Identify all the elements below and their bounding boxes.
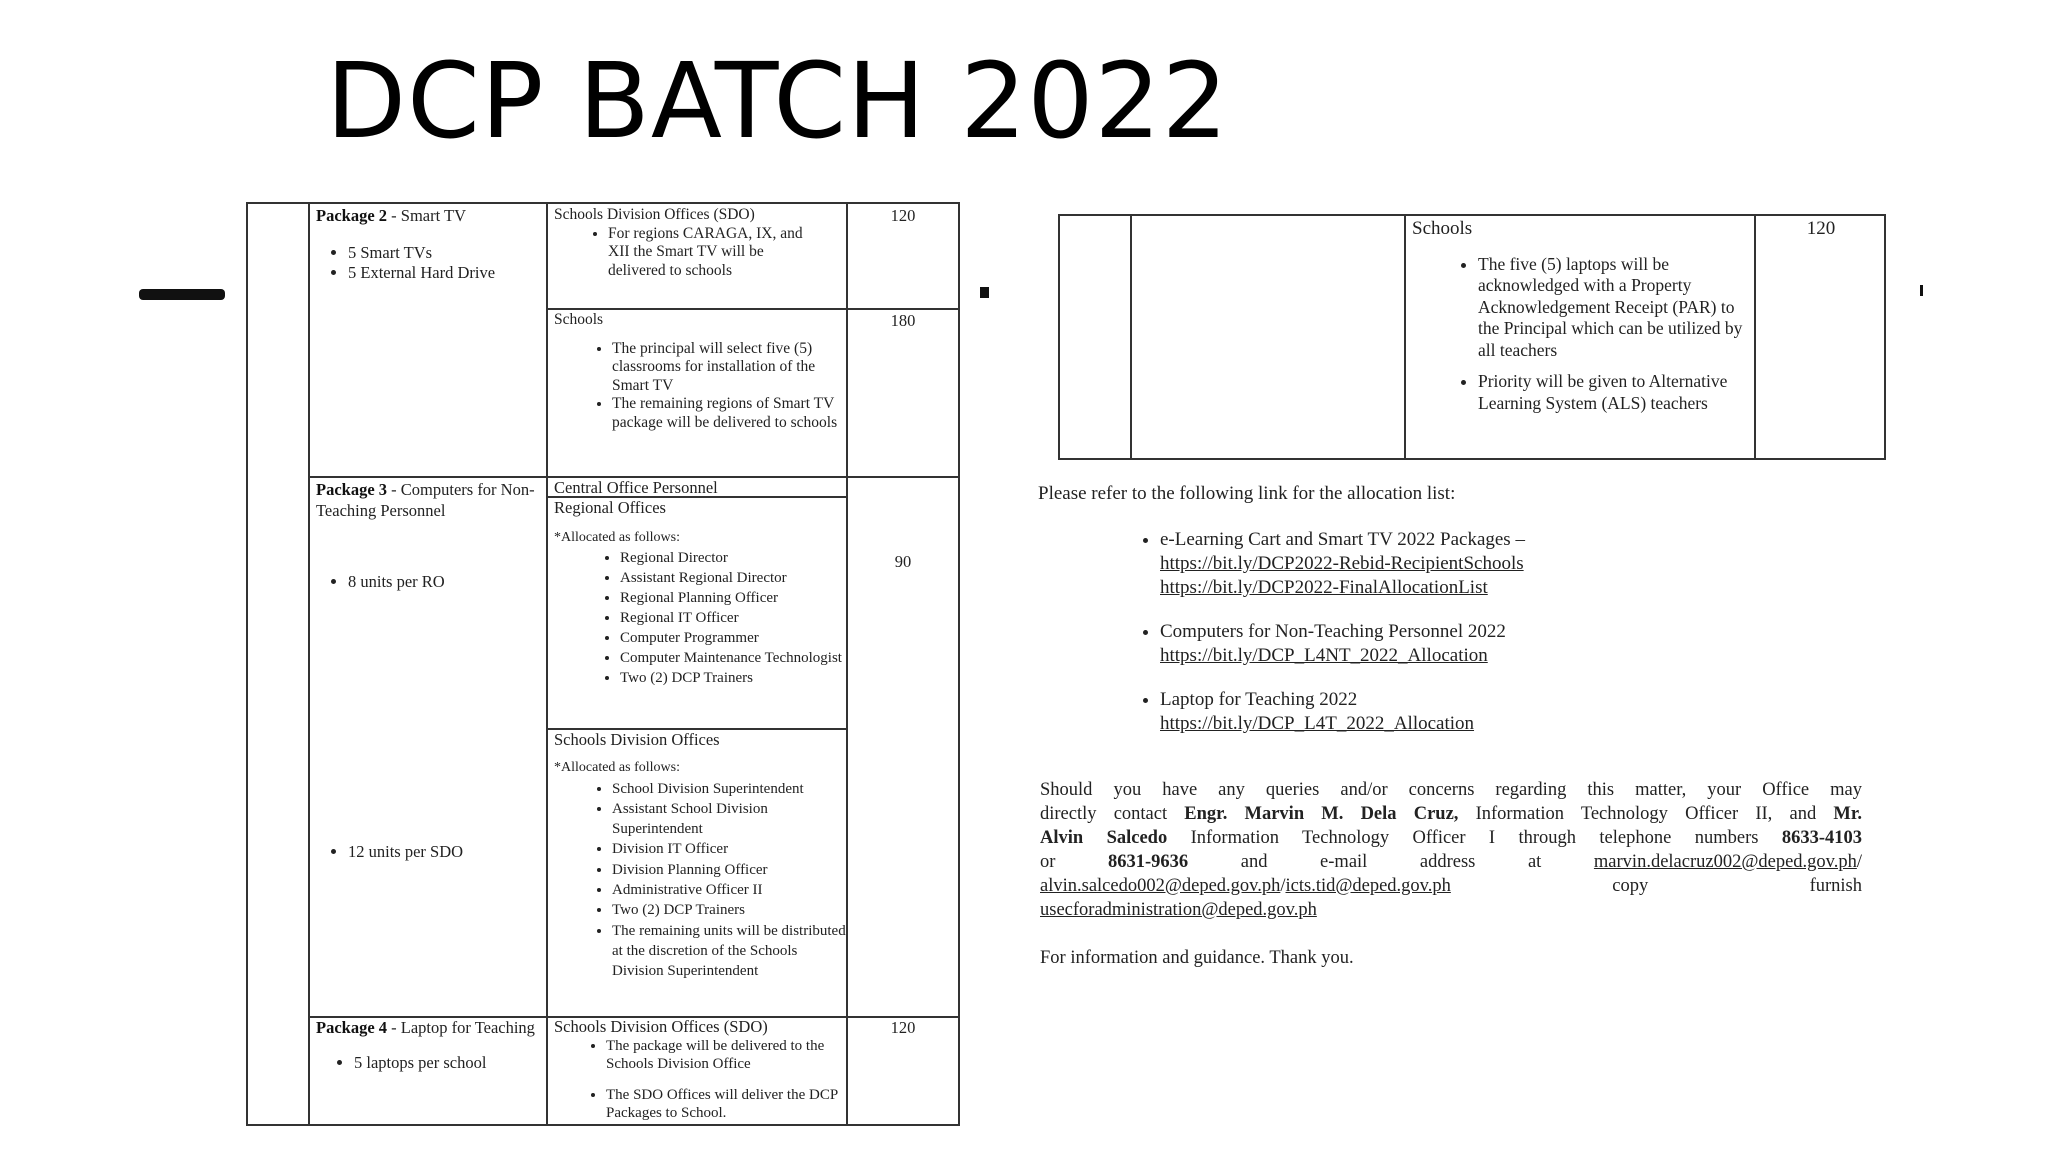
email-link[interactable]: usecforadministration@deped.gov.ph: [1040, 900, 1317, 920]
regional-offices-cell: Regional Offices *Allocated as follows: • Regional Director • Assistant Regional Director • Regional Planning Officer • Regional IT Officer • Computer Programmer • Computer Maintenance Technologist • Two (2) DCP Trainers: [554, 498, 844, 688]
package-2-schools-qty: 180: [890, 311, 916, 330]
allocation-links: [1090, 528, 1850, 736]
central-office-label: Central Office Personnel: [554, 478, 718, 497]
sdo-offices-cell: Schools Division Offices *Allocated as follows: • School Division Superintendent • Assistant School Division Superintendent • Division IT Officer • Division Planning Officer • Administrative Officer II • Two (2) DCP Trainers • The remaining units will be distributed at the discretion of the Schools Division Superintendent: [554, 730, 846, 982]
contact-paragraph: Should you have any queries and/or concerns regarding this matter, your Office may directly contact Engr. Marvin M. Dela Cruz, Information Technology Officer II, and Mr. Alvin Salcedo Information Technology Officer I through telephone numbers 8633-4103 or 8631-9636 and e-mail address at marvin.delacruz002@deped.gov.ph/ alvin.salcedo002@deped.gov.ph/icts.tid@deped.gov.ph copy furnish usecforadministration@deped.gov.ph: [1040, 780, 1862, 920]
list-item: • Division Planning Officer: [612, 860, 846, 880]
package-4-label: Package 4: [316, 1018, 388, 1037]
decorative-dash: [139, 289, 225, 300]
list-item: • Division IT Officer: [612, 839, 846, 859]
package-4-cell: Package 4 - Laptop for Teaching • 5 laptops per school: [316, 1018, 544, 1073]
list-item: • Regional Director: [620, 548, 844, 568]
list-item: • For regions CARAGA, IX, and XII the Smart TV will be delivered to schools: [608, 225, 812, 281]
list-item: • Two (2) DCP Trainers: [620, 668, 844, 688]
list-item: • 5 laptops per school: [354, 1053, 544, 1074]
package-4-sdo-cell: Schools Division Offices (SDO) • The package will be delivered to the Schools Division Office • The SDO Offices will deliver the DCP Packages to School.: [554, 1018, 846, 1123]
email-link[interactable]: marvin.delacruz002@deped.gov.ph: [1593, 852, 1857, 872]
allocation-table-right: [1058, 214, 1886, 460]
list-item: • The SDO Offices will deliver the DCP Packages to School.: [606, 1086, 846, 1123]
decorative-dot: [980, 287, 989, 298]
package-2-sdo-qty: 120: [890, 206, 916, 225]
closing-line: For information and guidance. Thank you.: [1040, 948, 1354, 968]
package-2-sdo-cell: Schools Division Offices (SDO) • For regions CARAGA, IX, and XII the Smart TV will be delivered to schools: [554, 206, 840, 280]
package-3-sdo-units: • 12 units per SDO: [316, 842, 576, 863]
list-item: • The package will be delivered to the Schools Division Office: [606, 1037, 846, 1074]
email-link[interactable]: icts.tid@deped.gov.ph: [1285, 876, 1451, 896]
allocation-table-left: [246, 202, 960, 1126]
package-4-qty: 120: [890, 1018, 916, 1037]
allocation-intro: Please refer to the following link for the allocation list:: [1038, 483, 1456, 504]
package-3-qty: 90: [894, 552, 912, 571]
link[interactable]: https://bit.ly/DCP2022-FinalAllocationList: [1160, 577, 1488, 598]
package-3-ro-units: • 8 units per RO: [316, 572, 576, 593]
list-item: • Priority will be given to Alternative Learning System (ALS) teachers: [1478, 371, 1748, 414]
list-item: • Regional Planning Officer: [620, 588, 844, 608]
link[interactable]: https://bit.ly/DCP_L4T_2022_Allocation: [1160, 713, 1475, 734]
right-table-qty: 120: [1806, 218, 1836, 239]
link[interactable]: https://bit.ly/DCP_L4NT_2022_Allocation: [1160, 645, 1488, 666]
package-2-label: Package 2: [316, 206, 388, 225]
list-item: • Laptop for Teaching 2022 https://bit.ly/DCP_L4T_2022_Allocation: [1160, 688, 1850, 736]
list-item: • Computers for Non-Teaching Personnel 2022 https://bit.ly/DCP_L4NT_2022_Allocation: [1160, 620, 1850, 668]
slide-title: DCP BATCH 2022: [326, 40, 1229, 162]
email-link[interactable]: alvin.salcedo002@deped.gov.ph: [1040, 876, 1281, 896]
package-3-cell: Package 3 - Computers for Non-Teaching Personnel: [316, 480, 535, 520]
list-item: • The principal will select five (5) classrooms for installation of the Smart TV: [612, 340, 844, 396]
list-item: • The remaining units will be distributed at the discretion of the Schools Division Superintendent: [612, 921, 846, 982]
list-item: • Administrative Officer II: [612, 880, 846, 900]
list-item: • e-Learning Cart and Smart TV 2022 Packages – https://bit.ly/DCP2022-Rebid-RecipientSchools https://bit.ly/DCP2022-FinalAllocationList: [1160, 528, 1850, 600]
decorative-tick: [1920, 285, 1923, 296]
list-item: • 5 Smart TVs: [348, 243, 544, 264]
right-table-schools-cell: Schools • The five (5) laptops will be acknowledged with a Property Acknowledgement Receipt (PAR) to the Principal which can be utilized by all teachers • Priority will be given to Alternative Learning System (ALS) teachers: [1412, 218, 1748, 414]
package-3-label: Package 3: [316, 480, 388, 499]
list-item: • The five (5) laptops will be acknowledged with a Property Acknowledgement Receipt (PAR) to the Principal which can be utilized by all teachers: [1478, 254, 1748, 362]
list-item: • The remaining regions of Smart TV package will be delivered to schools: [612, 395, 844, 432]
list-item: • Assistant School Division Superintendent: [612, 799, 846, 840]
list-item: • Assistant Regional Director: [620, 568, 844, 588]
list-item: • Regional IT Officer: [620, 608, 844, 628]
package-2-cell: Package 2 - Smart TV • 5 Smart TVs • 5 External Hard Drive: [316, 206, 544, 284]
list-item: • Two (2) DCP Trainers: [612, 900, 846, 920]
package-2-schools-cell: Schools • The principal will select five (5) classrooms for installation of the Smart TV • The remaining regions of Smart TV package will be delivered to schools: [554, 311, 844, 432]
list-item: • School Division Superintendent: [612, 779, 846, 799]
link[interactable]: https://bit.ly/DCP2022-Rebid-RecipientSchools: [1160, 553, 1524, 574]
list-item: • Computer Programmer: [620, 628, 844, 648]
list-item: • Computer Maintenance Technologist: [620, 648, 844, 668]
list-item: • 5 External Hard Drive: [348, 263, 544, 284]
